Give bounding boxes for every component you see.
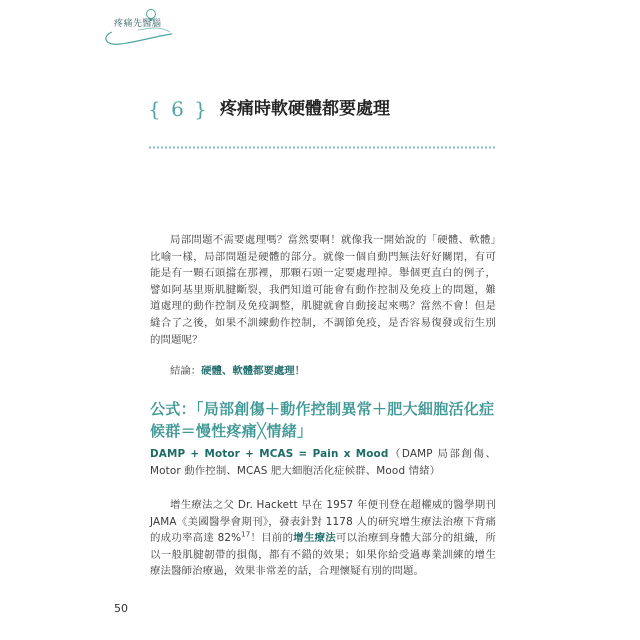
equation-explanation: （DAMP 局部創傷、Motor 動作控制、MCAS 肥大細胞活化症候群、Mood 情緒） (150, 448, 496, 477)
summary-line (170, 362, 305, 377)
logo-text: 疼痛先醫腦 (114, 19, 162, 29)
paragraph-3 (150, 497, 496, 580)
equation: DAMP + Motor + MCAS = Pain x Mood (150, 448, 389, 460)
page-number: 50 (114, 602, 128, 615)
summary-text: 硬體、軟體都要處理！ (201, 365, 306, 377)
p3-part2: ！目前的 (250, 532, 294, 545)
equation-paragraph (150, 446, 496, 479)
p3-part3: 可以治療到身體大部分的組織，所以一般肌腱韌帶的損傷，都有不錯的效果；如果你給受過專業訓練的增生療法醫師治療過，效果非常差的話，合理懷疑有別的問題。 (150, 532, 496, 578)
citation-superscript: 17 (241, 530, 251, 539)
formula-heading: 公式：「局部創傷＋動作控制異常＋肥大細胞活化症候群＝慢性疼痛╳情緒」 (150, 400, 495, 440)
p3-highlight: 增生療法 (293, 532, 336, 545)
chapter-number: { 6 } (148, 97, 209, 121)
book-logo (98, 6, 188, 48)
p3-part1: 增生療法之父 Dr. Hackett 早在 1957 年便刊登在超權威的醫學期刊 JAMA《美國醫學會期刊》，發表針對 1178 人的研究增生療法治療下背痛的成功率高達 82% (150, 499, 496, 545)
paragraph-1: 局部問題不需要處理嗎？當然要啊！就像我一開始說的「硬體、軟體」比喻一樣，局部問題是硬體的部分。就像一個自動門無法好好關閉，有可能是有一顆石頭擋在那裡，那顆石頭一定要處理掉。舉個更直白的例子，譬如阿基里斯肌腱斷裂，我們知道可能會有動作控制及免疫上的問題，難道處理的動作控制及免疫調整，肌腱就會自動接起來嗎？當然不會！但是縫合了之後，如果不訓練動作控制，不調節免疫，是否容易復發或衍生別的問題呢？ (150, 234, 496, 346)
chapter-title: 疼痛時軟硬體都要處理 (219, 99, 390, 119)
summary-label: 結論： (170, 365, 202, 377)
chapter-heading (148, 94, 390, 124)
dotted-divider (148, 146, 496, 149)
